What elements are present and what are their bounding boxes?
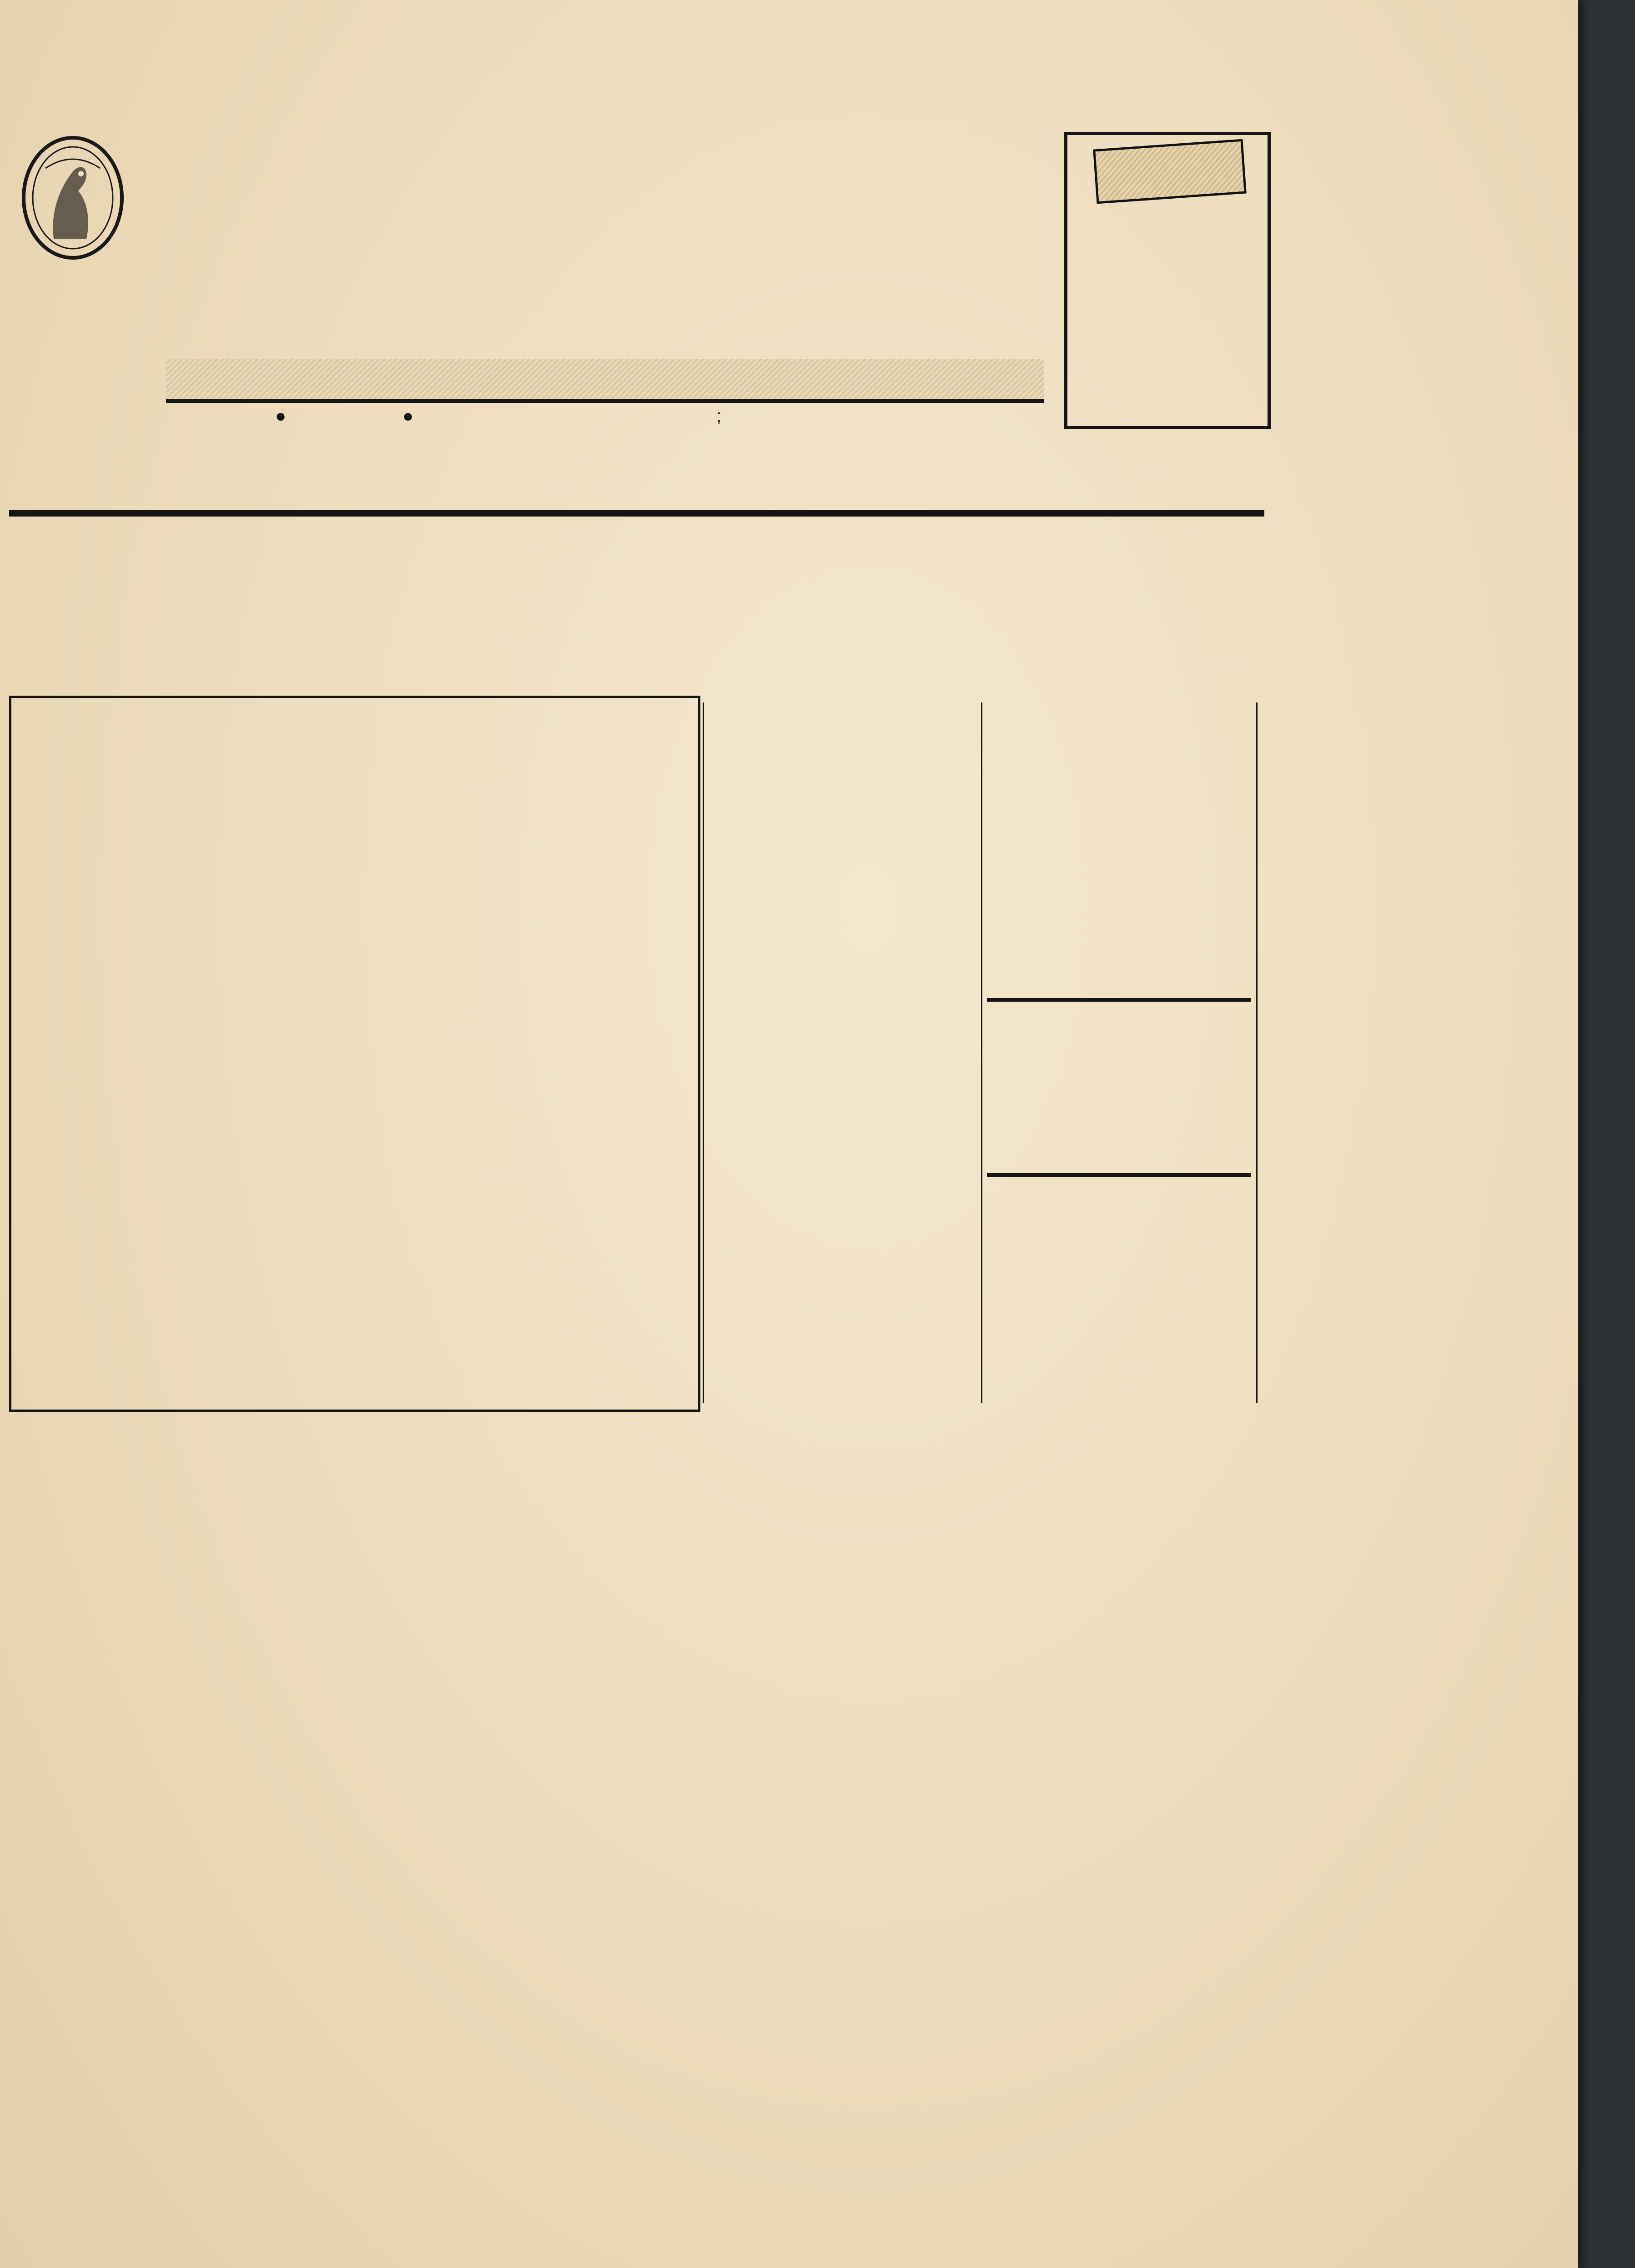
lead-subhead-box xyxy=(712,1337,976,1378)
fuel-column-1 xyxy=(20,855,321,1398)
box-top-rule xyxy=(987,998,1251,1002)
column-divider xyxy=(703,702,704,1403)
masthead-banner xyxy=(166,359,1044,400)
today-label xyxy=(1096,141,1241,151)
lead-column-2-text xyxy=(987,700,1251,996)
column-divider xyxy=(1256,702,1258,1403)
column-divider xyxy=(981,702,982,1403)
masthead-info-line: ● ● ; xyxy=(275,406,722,426)
lead-column-2-text-b xyxy=(987,1184,1251,1246)
lead-column-1-end xyxy=(712,1378,976,1405)
lead-column-2-text-c xyxy=(987,1291,1251,1403)
fuel-column-2-text-b xyxy=(343,1109,687,1400)
box-bottom-rule xyxy=(987,1173,1251,1177)
lead-kicker-wrap xyxy=(9,450,1264,509)
lake-subhead-box xyxy=(987,1248,1251,1289)
masthead-subtitle-wrap xyxy=(418,191,828,368)
lead-kicker-rule xyxy=(9,510,1264,517)
coin-emblem-icon xyxy=(18,132,127,264)
fuel-column-2-top xyxy=(343,855,687,1059)
fuel-subhead-box xyxy=(343,1064,687,1105)
lead-column-1 xyxy=(712,700,976,1337)
today-box xyxy=(1064,132,1271,429)
today-label-box xyxy=(1093,139,1247,204)
